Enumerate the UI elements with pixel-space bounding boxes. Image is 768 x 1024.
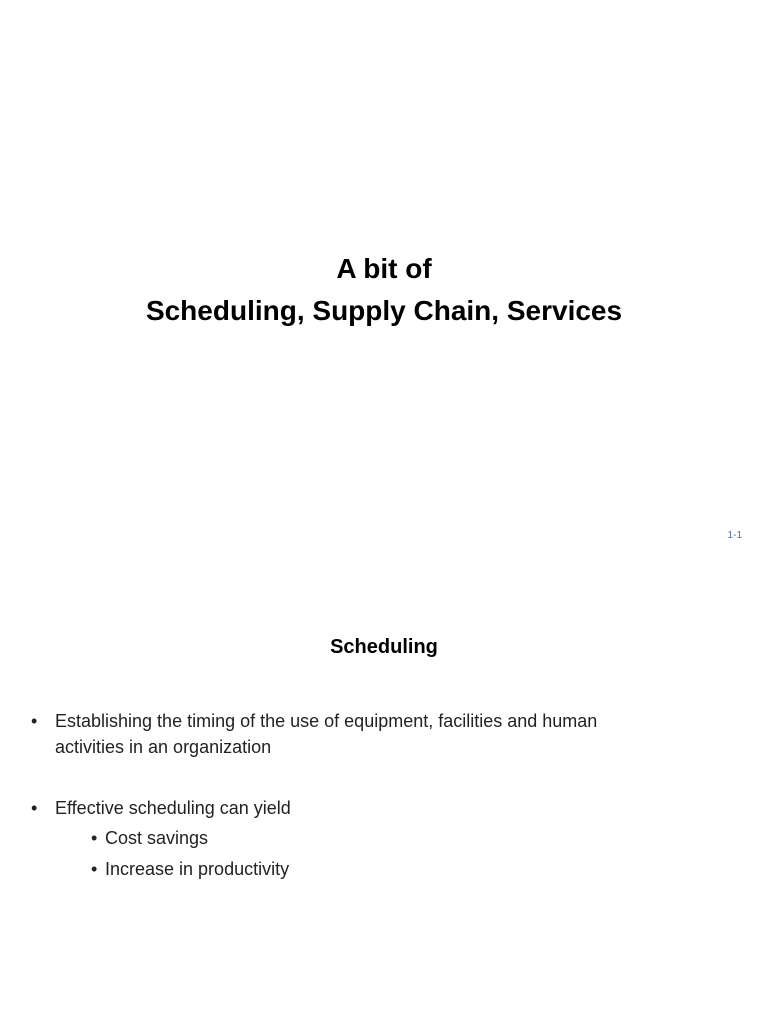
bullet-item (0, 708, 768, 760)
slide-2-title: Scheduling (330, 636, 438, 658)
bullet-text: Establishing the timing of the use of equipment, facilities and human activities in an organization (55, 711, 598, 757)
bullet-item (0, 795, 768, 882)
slide-2 (0, 560, 768, 1024)
sub-bullet-item: • Cost savings (55, 825, 668, 851)
bullet-text: Effective scheduling can yield (55, 798, 291, 818)
slide-1-title (0, 248, 768, 332)
sub-bullet-list (55, 825, 668, 882)
slide-number: 1-1 (727, 530, 742, 541)
bullet-list (0, 708, 768, 887)
title-line-1: A bit of (336, 253, 432, 284)
title-line-2: Scheduling, Supply Chain, Services (145, 295, 623, 326)
sub-bullet-item: • Increase in productivity (55, 856, 668, 882)
